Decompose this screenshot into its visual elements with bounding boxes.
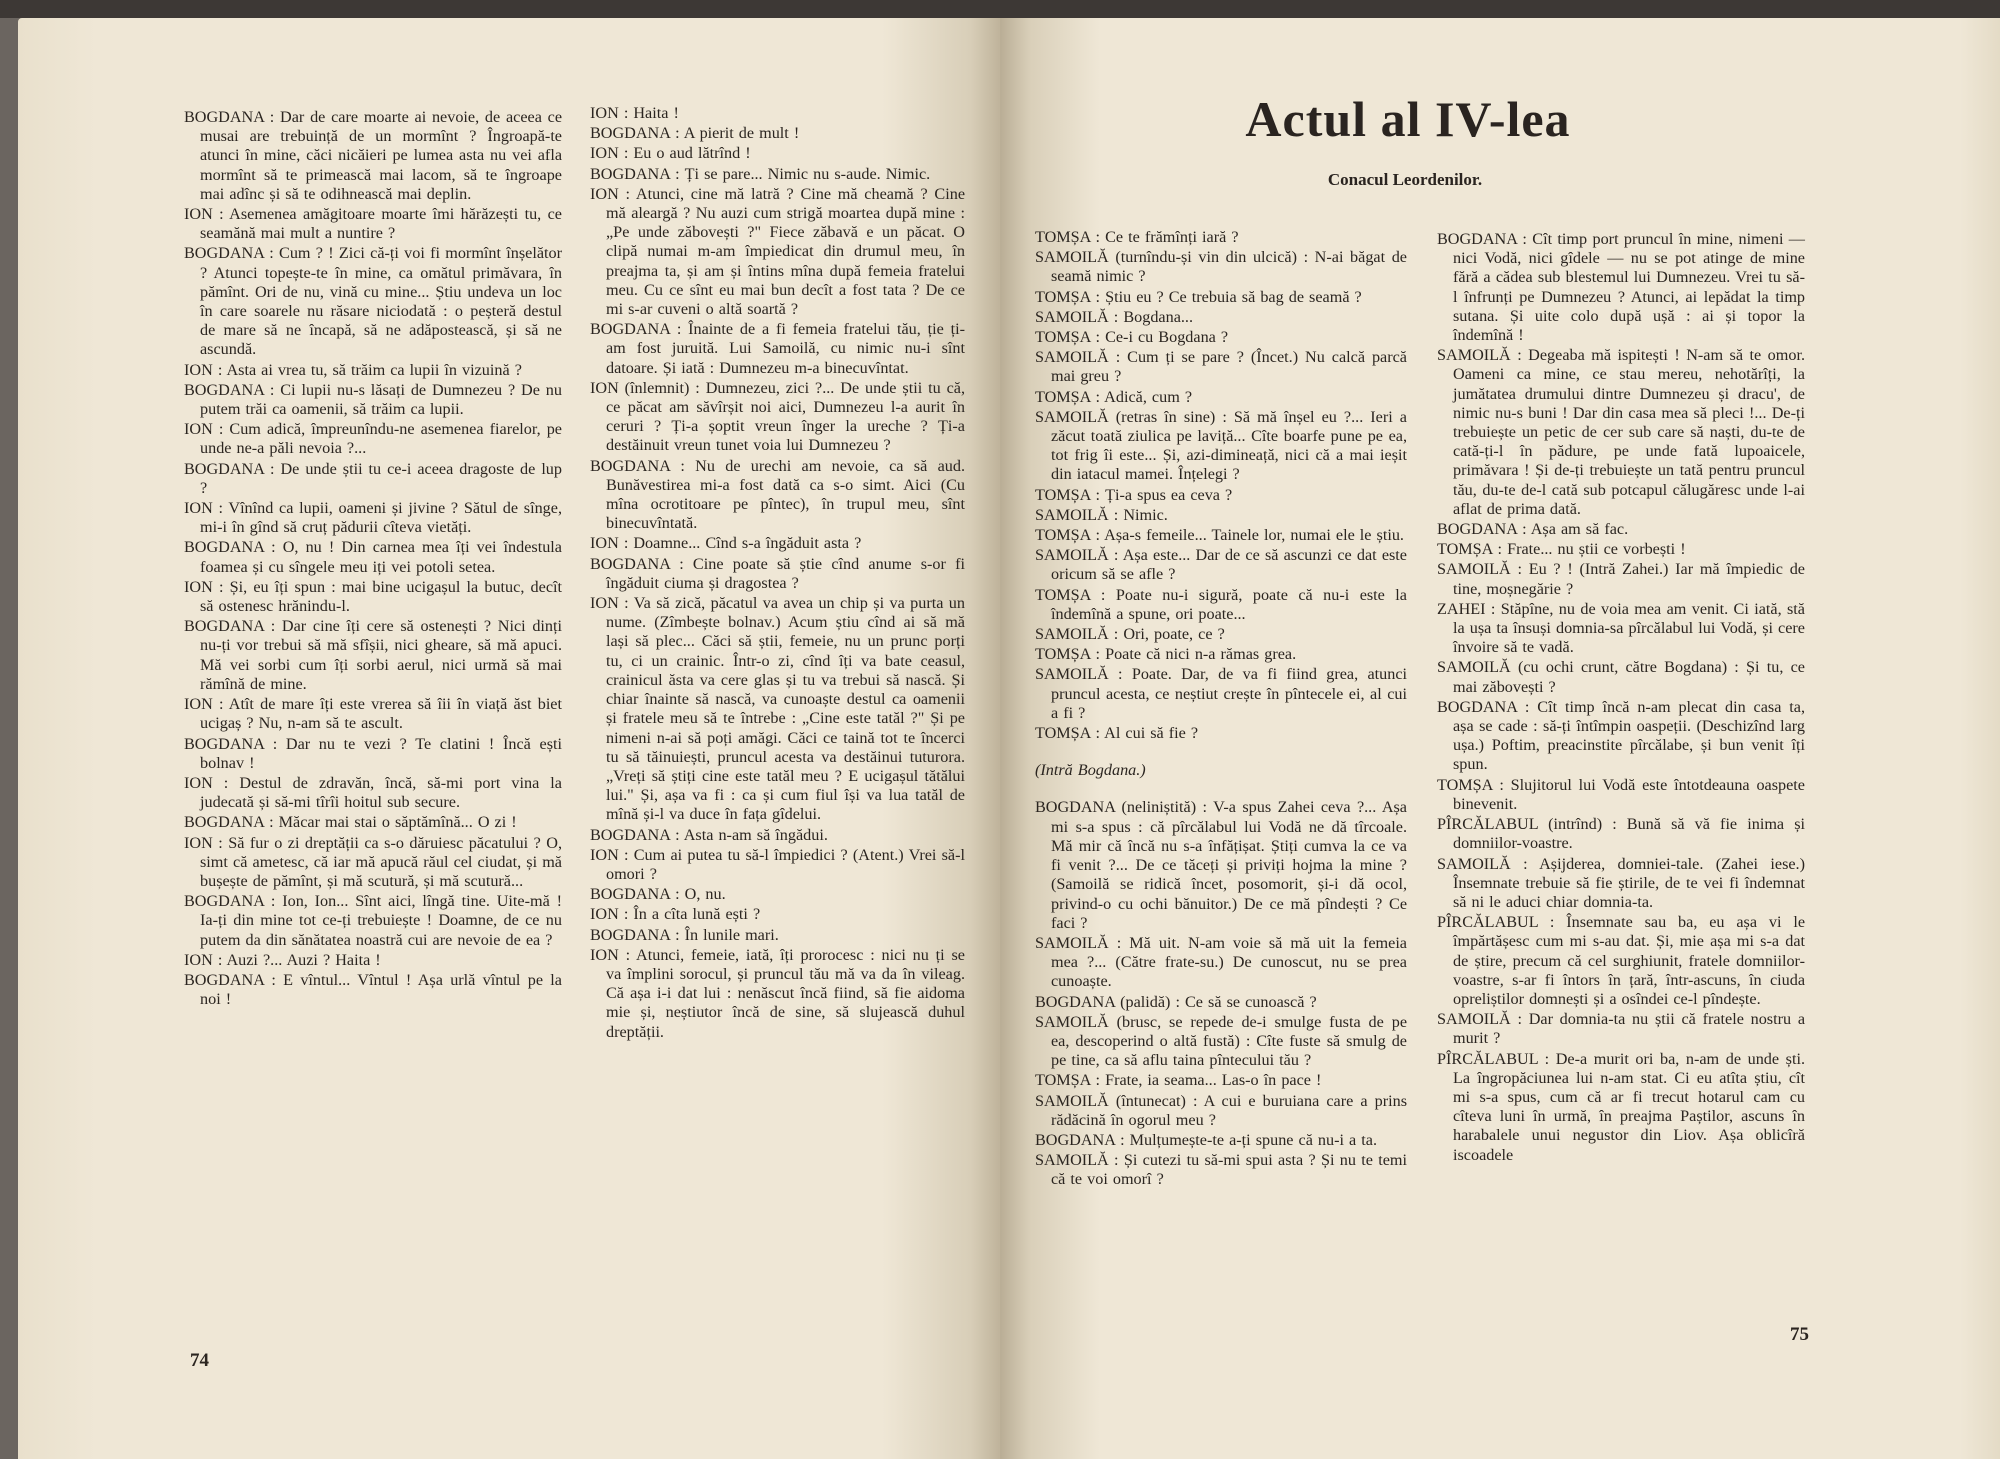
dialogue-line: BOGDANA : A pierit de mult ! (590, 124, 800, 143)
dialogue-line: SAMOILĂ : Dar domnia-ta nu știi că fratele nostru a murit ? (1437, 1010, 1805, 1048)
dialogue-line: BOGDANA (palidă) : Ce să se cunoască ? (1035, 992, 1317, 1011)
dialogue-line: BOGDANA : Asta n-am să îngădui. (590, 825, 828, 844)
dialogue-line: SAMOILĂ : Cum ți se pare ? (Încet.) Nu calcă parcă mai greu ? (1035, 348, 1407, 386)
dialogue-line: BOGDANA : Cum ? ! Zici că-ți voi fi mormînt înșelător ? Atunci topește-te în mine, ca omătul primăvara, în pămînt. Ori de nu, vină cu mine... Știu undeva un loc în care soarele nu răsare niciodată : o peșteră destul de mare să ne încapă, să ne adăpostească, și să ne ascundă. (184, 244, 562, 359)
dialogue-line: SAMOILĂ : Așijderea, domniei-tale. (Zahei iese.) Însemnate trebuie să fie știrile, de te vei fi îndemnat să ni le aduci chiar domnia-ta. (1437, 854, 1805, 911)
dialogue-line: BOGDANA : Dar cine îți cere să ostenești ? Nici dinți nu-ți vor trebui să mă sfîșii, nici gheare, să mă apuci. Mă vei sorbi cum îți sorbi aerul, nici urmă să mai rămînă de mine. (184, 617, 562, 693)
dialogue-line: ION : Atît de mare îți este vrerea să îii în viață ăst biet ucigaș ? Nu, n-am să te ascult. (184, 695, 562, 733)
dialogue-line: ION : Destul de zdravăn, încă, să-mi port vina la judecată și să-mi tîrîi hoitul sub secure. (184, 773, 562, 812)
dialogue-line: BOGDANA : Cît timp încă n-am plecat din casa ta, așa se cade : să-ți întîmpin oaspeții. (Deschizînd larg ușa.) Poftim, preacinstite pîrcălabe, și bun venit îți spun. (1437, 697, 1805, 774)
dialogue-line: BOGDANA : Nu de urechi am nevoie, ca să aud. Bunăvestirea mi-a fost dată ca s-o simt. Aici (Cu mîna ocrotitoare pe pîntec), în trupul meu, sînt binecuvîntată. (590, 456, 965, 533)
dialogue-line: TOMȘA : Ce te frămînți iară ? (1035, 228, 1239, 246)
dialogue-line: BOGDANA : E vîntul... Vîntul ! Așa urlă vîntul pe la noi ! (184, 970, 562, 1009)
dialogue-line: BOGDANA : De unde știi tu ce-i aceea dragoste de lup ? (184, 459, 562, 497)
dialogue-line: SAMOILĂ (cu ochi crunt, către Bogdana) : Și tu, ce mai zăbovești ? (1437, 658, 1805, 696)
dialogue-line: ION : Haita ! (590, 104, 679, 122)
dialogue-line: BOGDANA : O, nu ! Din carnea mea îți vei îndestula foamea și cu sîngele meu iți vei potoli setea. (184, 538, 562, 576)
dialogue-line: ION : Asemenea amăgitoare moarte îmi hărăzești tu, ce seamănă mai mult a nuntire ? (184, 205, 562, 243)
dialogue-line: SAMOILĂ : Bogdana... (1035, 307, 1194, 326)
dialogue-line: TOMȘA : Ți-a spus ea ceva ? (1035, 485, 1233, 504)
dialogue-line: TOMȘA : Așa-s femeile... Tainele lor, numai ele le știu. (1035, 526, 1404, 545)
dialogue-line: ION (înlemnit) : Dumnezeu, zici ?... De unde știi tu că, ce păcat am săvîrșit noi aici, Dumnezeu l-a aurit în ceruri ? Ți-a șoptit vreun înger la ureche ? Ți-a destăinuit vreun tunet voia lui Dumnezeu ? (590, 378, 965, 455)
dialogue-line: TOMȘA : Frate, ia seama... Las-o în pace ! (1035, 1071, 1322, 1090)
dialogue-line: SAMOILĂ : Poate. Dar, de va fi fiind grea, atunci pruncul acesta, ce neștiut crește în pîntecele ei, al cui a fi ? (1035, 665, 1407, 722)
dialogue-line: TOMȘA : Al cui să fie ? (1035, 724, 1199, 743)
dialogue-line: ION : Cum adică, împreunîndu-ne asemenea fiarelor, pe unde ne-a păli nevoia ?... (184, 420, 562, 458)
left-page-column-2 (590, 104, 965, 1043)
dialogue-line: TOMȘA : Slujitorul lui Vodă este întotdeauna oaspete binevenit. (1437, 775, 1805, 813)
dialogue-line: ION : Auzi ?... Auzi ? Haita ! (184, 950, 381, 969)
dialogue-line: BOGDANA : Dar nu te vezi ? Te clatini ! Încă ești bolnav ! (184, 734, 562, 772)
dialogue-line: BOGDANA : Ci lupii nu-s lăsați de Dumnezeu ? De nu putem trăi ca oamenii, să trăim ca lupii. (184, 380, 562, 419)
dialogue-line: ION : Cum ai putea tu să-l împiedici ? (Atent.) Vrei să-l omori ? (590, 845, 965, 883)
dialogue-line: SAMOILĂ (întunecat) : A cui e buruiana care a prins rădăcină în ogorul meu ? (1035, 1091, 1407, 1129)
dialogue-line: ION : Să fur o zi dreptății ca s-o dăruiesc păcatului ? O, simt că ametesc, că iar mă apucă răul cel ciudat, și mă bușește de pămînt, și mă scutură, și mă scutură... (184, 833, 562, 890)
dialogue-line: SAMOILĂ : Și cutezi tu să-mi spui asta ? Și nu te temi că te voi omorî ? (1035, 1151, 1407, 1189)
dialogue-line: ION : Atunci, cine mă latră ? Cine mă cheamă ? Cine mă aleargă ? Nu auzi cum strigă moartea după mine : „Pe unde zăbovești ?" Fiece zăbavă e un păcat. O clipă numai m-am împiedicat din drumul meu, în preajma ta, și am și întins mîna după femeia fratelui meu. Cu ce sînt eu mai bun decît a fost tata ? De ce mi s-ar cuveni o altă soartă ? (590, 184, 965, 319)
dialogue-line: SAMOILĂ : Ori, poate, ce ? (1035, 625, 1225, 644)
dialogue-line: BOGDANA : Ion, Ion... Sînt aici, lîngă tine. Uite-mă ! Ia-ți din mine tot ce-ți trebuiește ! Doamne, de ce nu putem da din sănătatea noastră cui are nevoie de ea ? (184, 892, 562, 949)
page-number-left: 74 (190, 1350, 209, 1371)
dialogue-line: SAMOILĂ (retras în sine) : Să mă înșel eu ?... Ieri a zăcut toată ziulica pe laviță... Cîte boarfe pune pe ea, tot frig îi este... Și, azi-dimineață, nici că a mai ieșit din iatacul mamei. Înțelegi ? (1035, 407, 1407, 484)
dialogue-line: ION : Și, eu îți spun : mai bine ucigașul la butuc, decît să ostenesc hrănindu-l. (184, 577, 562, 616)
dialogue-line: BOGDANA : Cine poate să știe cînd anume s-or fi îngăduit ciuma și dragostea ? (590, 554, 965, 592)
dialogue-line: BOGDANA : În lunile mari. (590, 925, 779, 944)
dialogue-line: TOMȘA : Știu eu ? Ce trebuia să bag de seamă ? (1035, 287, 1362, 306)
dialogue-line: BOGDANA : Ți se pare... Nimic nu s-aude. Nimic. (590, 164, 931, 183)
stage-direction: (Intră Bogdana.) (1035, 761, 1146, 780)
dialogue-line: PÎRCĂLABUL : De-a murit ori ba, n-am de unde ști. La îngropăciunea lui n-am stat. Ci eu atîta știu, cît mi s-a spus, cum că ar fi trecut hotarul cam cu cîteva luni în urmă, în preajma Paștilor, ascuns în harabalele unui negustor din Liov. Așa oblicîră iscoadele (1437, 1049, 1805, 1164)
dialogue-line: ION : Va să zică, păcatul va avea un chip și va purta un nume. (Zîmbește bolnav.) Acum știu cînd ai să mă lași să plec... Căci să știi, femeie, nu un prunc porți tu, ci un crainic. Într-o zi, cînd îți va bate ceasul, crainicul ăsta va cere glas și tu va trebui să nască. Și chiar înainte să nască, va cunoaște destul ca oamenii și fratele meu să te întrebe : „Cine este tatăl ?" Și pe nimeni n-ai să poți amăgi. Căci ce taină tot te încerci tu să tăinuiești, pruncul acesta va destăinui tuturora. „Vreți să știți cine este tatăl meu ? E ucigașul tătălui lui." Și, așa va fi : ca și cum fiul își va lua tatăl de mînă și-l va duce în fața gîdelui. (590, 594, 965, 824)
dialogue-line: BOGDANA : Dar de care moarte ai nevoie, de aceea ce musai are trebuință de un mormînt ? Îngroapă-te atunci în mine, căci nicăieri pe lumea asta nu vei afla mormînt să te primească mai lacom, să te îngroape mai adînc și să te odihnească mai deplin. (184, 108, 562, 203)
dialogue-line: TOMȘA : Ce-i cu Bogdana ? (1035, 328, 1229, 347)
dialogue-line: ION : Doamne... Cînd s-a îngăduit asta ? (590, 534, 862, 553)
dialogue-line: BOGDANA : Măcar mai stai o săptămînă... O zi ! (184, 813, 517, 832)
dialogue-line: ION : Eu o aud lătrînd ! (590, 144, 751, 163)
background-strip (0, 0, 2000, 18)
dialogue-line: PÎRCĂLABUL : Însemnate sau ba, eu așa vi le împărtășesc cum mi s-au dat. Și, mie așa mi s-a dat de știre, precum că cel surghiunit, fratele domniilor-voastre, s-ar fi întors în țară, într-ascuns, în ciuda opreliștilor domnești și a osîndei ce-l pîndește. (1437, 913, 1805, 1008)
dialogue-line: BOGDANA : Așa am să fac. (1437, 520, 1629, 539)
scene-subtitle: Conacul Leordenilor. (1327, 170, 1483, 189)
act-title: Actul al IV-lea (1245, 91, 1571, 147)
page-number-right: 75 (1790, 1324, 1809, 1345)
dialogue-line: ION : Vînînd ca lupii, oameni și jivine ? Sătul de sînge, mi-i în gînd să cruț pădurii cîteva vietăți. (184, 499, 562, 537)
dialogue-line: SAMOILĂ : Nimic. (1035, 505, 1168, 524)
right-page-column-2 (1437, 230, 1805, 1166)
dialogue-line: SAMOILĂ : Degeaba mă ispitești ! N-am să te omor. Oameni ca mine, ce stau mereu, nehotărîți, la jumătatea drumului dintre Dumnezeu și dracu', de nimic nu-s buni ! Dar din casa mea să pleci !... De-ți trebuiește un petic de cer sub care să naști, du-te de cată-ți-l în pădure, pe unde fată lupoaicele, primăvara ! Și de-ți trebuiește un tată pentru pruncul tău, du-te de-l cată sub potcapul călugăresc unde l-ai aflat de prima dată. (1437, 346, 1805, 518)
dialogue-line: TOMȘA : Poate că nici n-a rămas grea. (1035, 645, 1297, 664)
dialogue-line: BOGDANA (neliniștită) : V-a spus Zahei ceva ?... Așa mi s-a spus : că pîrcălabul lui Vodă ne dă tîrcoale. Mă mir că încă nu s-a înfățișat. Știți cumva la ce va fi venit ?... De ce tăceți și priviți hojma la mine ? (Samoilă se ridică încet, posomorit, și-i dă ocol, privind-o cu ochi bănuitor.) De ce mă pîndești ? Ce faci ? (1035, 798, 1407, 932)
dialogue-line: TOMȘA : Poate nu-i sigură, poate că nu-i este la îndemînă a spune, ori poate... (1035, 585, 1407, 623)
dialogue-line: SAMOILĂ : Mă uit. N-am voie să mă uit la femeia mea ?... (Către frate-su.) De cunoscut, nu se prea cunoaște. (1035, 933, 1407, 991)
dialogue-line: SAMOILĂ (brusc, se repede de-i smulge fusta de pe ea, descoperind o altă fustă) : Cîte fuste să smulg de pe tine, ca să aflu taina pîntecului tău ? (1035, 1012, 1407, 1070)
dialogue-line: ZAHEI : Stăpîne, nu de voia mea am venit. Ci iată, stă la ușa ta însuși domnia-sa pîrcălabul lui Vodă, și cere învoire să te vadă. (1437, 599, 1805, 657)
left-page-column-1 (184, 108, 562, 1010)
dialogue-line: SAMOILĂ : Așa este... Dar de ce să ascunzi ce dat este oricum să se afle ? (1035, 546, 1407, 584)
dialogue-line: SAMOILĂ : Eu ? ! (Intră Zahei.) Iar mă împiedic de tine, moșnegărie ? (1437, 560, 1805, 598)
dialogue-line: SAMOILĂ (turnîndu-și vin din ulcică) : N-ai băgat de seamă nimic ? (1035, 248, 1407, 286)
dialogue-line: ION : Asta ai vrea tu, să trăim ca lupii în vizuină ? (184, 360, 522, 379)
dialogue-line: BOGDANA : O, nu. (590, 885, 726, 904)
dialogue-line: BOGDANA : Înainte de a fi femeia fratelui tău, ție ți-am fost juruită. Lui Samoilă, cu nimic nu-i sînt datoare. Și iată : Dumnezeu m-a binecuvîntat. (590, 320, 965, 377)
right-page-column-1 (1035, 228, 1407, 1191)
dialogue-line: TOMȘA : Frate... nu știi ce vorbești ! (1437, 540, 1686, 559)
dialogue-line: BOGDANA : Mulțumește-te a-ți spune că nu-i a ta. (1035, 1130, 1378, 1149)
dialogue-line: ION : În a cîta lună ești ? (590, 905, 761, 924)
dialogue-line: PÎRCĂLABUL (intrînd) : Bună să vă fie inima și domniilor-voastre. (1437, 815, 1805, 853)
dialogue-line: ION : Atunci, femeie, iată, îți prorocesc : nici nu ți se va împlini sorocul, și pruncul tău mă va da în vileag. Că așa i-i dat lui : nenăscut încă fiind, să fie aidoma mie și, neștiutor încă de sine, să slujească duhul dreptății. (590, 945, 965, 1041)
dialogue-line: TOMȘA : Adică, cum ? (1035, 387, 1193, 406)
dialogue-line: BOGDANA : Cît timp port pruncul în mine, nimeni — nici Vodă, nici gîdele — nu se pot atinge de mine fără a cădea sub blestemul lui Dumnezeu. Vrei tu să-l înfrunți pe Dumnezeu ? Atunci, ai lepădat la timp sutana. Și uite colo după ușă : ai și topor la îndemînă ! (1437, 230, 1805, 345)
